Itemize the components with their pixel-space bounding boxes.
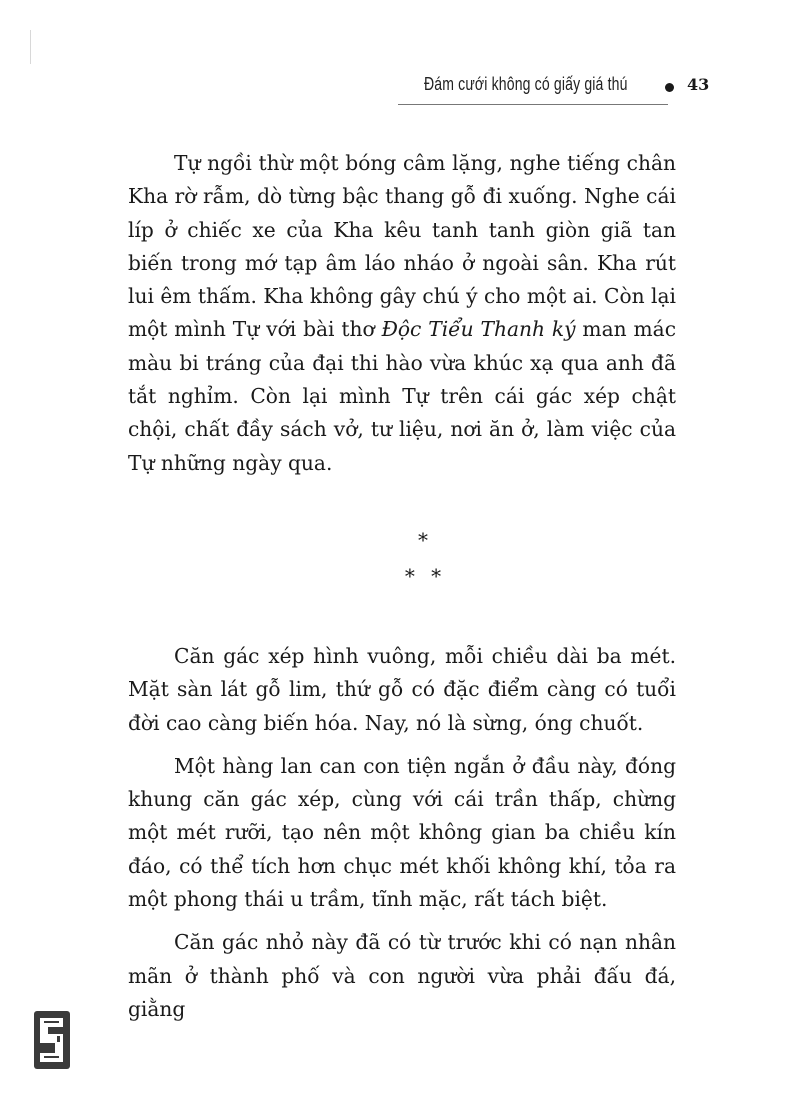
running-header: [398, 72, 718, 104]
header-rule: [398, 104, 668, 105]
scan-edge-mark: [30, 30, 31, 64]
section-separator: [393, 522, 453, 594]
running-title: Đám cưới không có giấy giá thú: [424, 74, 628, 94]
paragraph: Tự ngồi thừ một bóng câm lặng, nghe tiếng chân Kha rờ rẫm, dò từng bậc thang gỗ đi xuống. Nghe cái líp ở chiếc xe của Kha kêu tanh tanh giòn giã tan biến trong mớ tạp âm láo nháo ở ngoài sân. Kha rút lui êm thấm. Kha không gây chú ý cho một ai. Còn lại một mình Tự với bài thơ Độc Tiểu Thanh ký man mác màu bi tráng của đại thi hào vừa khúc xạ qua anh đã tắt nghỉm. Còn lại mình Tự trên cái gác xép chật chội, chất đầy sách vở, tư liệu, nơi ăn ở, làm việc của Tự những ngày qua.: [128, 151, 676, 475]
separator-line-2: * *: [404, 564, 442, 588]
paragraph: Căn gác xép hình vuông, mỗi chiều dài ba mét. Mặt sàn lát gỗ lim, thứ gỗ có đặc điểm càng có tuổi đời cao càng biến hóa. Nay, nó là sừng, óng chuốt.: [128, 644, 676, 735]
paragraph: Một hàng lan can con tiện ngắn ở đầu này, đóng khung căn gác xép, cùng với cái trần thấp, chừng một mét rưỡi, tạo nên một không gian ba chiều kín đáo, có thể tích hơn chục mét khối không khí, tỏa ra một phong thái u trầm, tĩnh mặc, rất tách biệt.: [128, 753, 676, 912]
section-2: [128, 640, 676, 1026]
page-number: 43: [687, 75, 710, 94]
separator-line-1: *: [418, 528, 428, 552]
bullet-icon: [665, 83, 674, 92]
paragraph: Căn gác nhỏ này đã có từ trước khi có nạn nhân mãn ở thành phố và con người vừa phải đấu đá, giằng: [128, 930, 676, 1021]
publisher-logo-icon: [33, 1010, 71, 1070]
poem-title: Độc Tiểu Thanh ký: [381, 317, 576, 342]
section-1: [128, 147, 676, 480]
